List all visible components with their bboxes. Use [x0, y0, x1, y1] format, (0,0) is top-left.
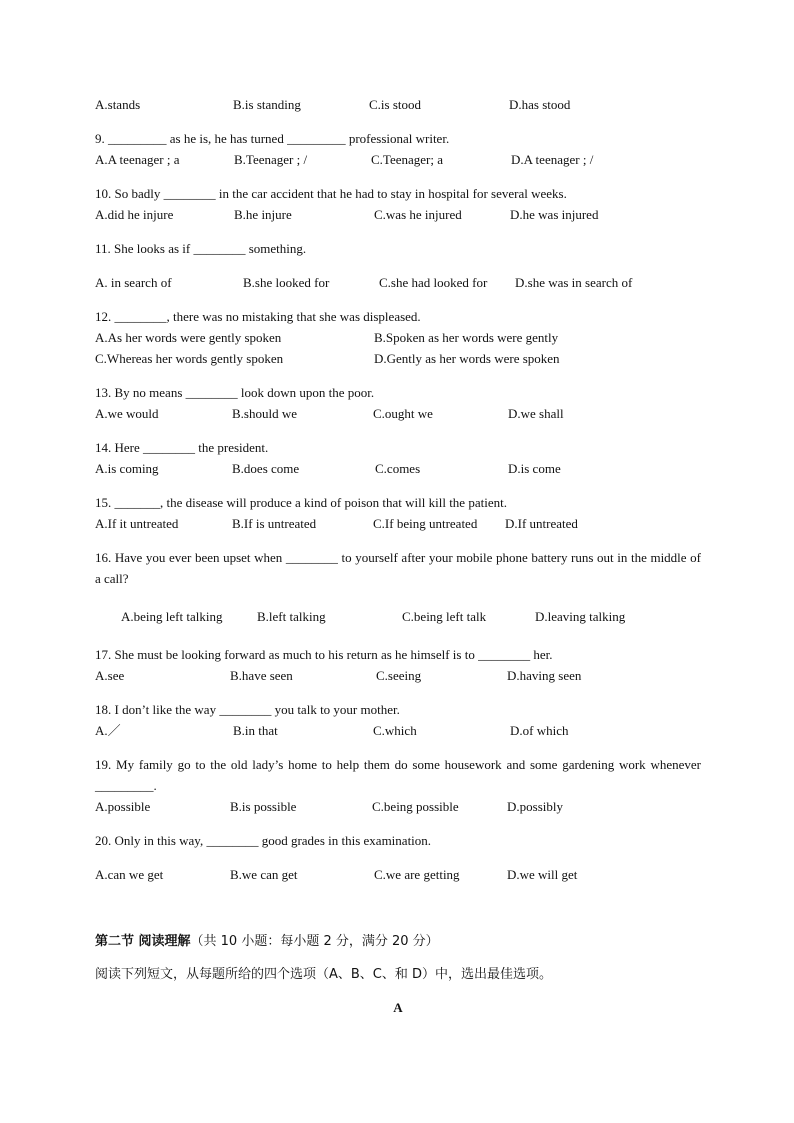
option-d: D.Gently as her words were spoken	[374, 351, 560, 366]
options-row	[95, 864, 701, 885]
question-stem: 12. ________, there was no mistaking that she was displeased.	[95, 309, 421, 324]
question-15	[95, 492, 701, 534]
question-stem: 17. She must be looking forward as much to his return as he himself is to ________ her.	[95, 647, 553, 662]
option-b: B.have seen	[230, 668, 293, 683]
option-c: C.being left talk	[402, 609, 487, 624]
question-stem: 9. _________ as he is, he has turned _________ professional writer.	[95, 131, 450, 146]
question-17	[95, 644, 701, 686]
option-b: B.does come	[232, 461, 300, 476]
question-10	[95, 183, 701, 225]
question-stem: 14. Here ________ the president.	[95, 440, 269, 455]
section-title-bold: 第二节 阅读理解	[95, 934, 191, 949]
question-stem: 16. Have you ever been upset when ________ to yourself after your mobile phone battery runs out in the middle of a call?	[95, 550, 701, 586]
option-b: B.is possible	[230, 799, 297, 814]
option-a: A.did he injure	[95, 207, 174, 222]
options-row	[95, 665, 701, 686]
question-8	[95, 94, 701, 115]
options-row	[95, 348, 701, 369]
option-d: D.we shall	[508, 406, 564, 421]
option-a: A.stands	[95, 97, 141, 112]
option-b: B.should we	[232, 406, 297, 421]
option-d: D.is come	[508, 461, 561, 476]
options-row	[95, 606, 701, 627]
option-d: D.has stood	[509, 97, 571, 112]
option-c: C.we are getting	[374, 867, 460, 882]
options-row	[95, 272, 701, 293]
question-stem: 20. Only in this way, ________ good grades in this examination.	[95, 833, 432, 848]
option-b: B.left talking	[257, 609, 326, 624]
option-c: C.being possible	[372, 799, 459, 814]
question-20	[95, 830, 701, 885]
options-row	[95, 94, 701, 115]
options-row	[95, 327, 701, 348]
option-c: C.comes	[375, 461, 421, 476]
options-row	[95, 720, 701, 741]
option-a: A.being left talking	[121, 609, 223, 624]
option-b: B.is standing	[233, 97, 301, 112]
option-b: B.Spoken as her words were gently	[374, 330, 559, 345]
option-d: D.possibly	[507, 799, 563, 814]
option-b: B.Teenager ; /	[234, 152, 308, 167]
option-a: A.possible	[95, 799, 151, 814]
option-d: D.she was in search of	[515, 275, 633, 290]
question-stem: 11. She looks as if ________ something.	[95, 241, 307, 256]
option-c: C.which	[373, 723, 417, 738]
options-row	[95, 403, 701, 424]
option-c: C.was he injured	[374, 207, 462, 222]
option-c: C.ought we	[373, 406, 433, 421]
question-stem: 15. _______, the disease will produce a kind of poison that will kill the patient.	[95, 495, 507, 510]
question-12	[95, 306, 701, 369]
exam-page	[95, 94, 701, 1018]
options-row	[95, 513, 701, 534]
question-14	[95, 437, 701, 479]
option-b: B.he injure	[234, 207, 292, 222]
option-c: C.If being untreated	[373, 516, 478, 531]
option-d: D.he was injured	[510, 207, 599, 222]
option-b: B.we can get	[230, 867, 298, 882]
option-a: A.A teenager ; a	[95, 152, 180, 167]
option-a: A.If it untreated	[95, 516, 179, 531]
question-18	[95, 699, 701, 741]
option-d: D.A teenager ; /	[511, 152, 594, 167]
option-d: D.leaving talking	[535, 609, 626, 624]
question-13	[95, 382, 701, 424]
section-title	[95, 931, 701, 952]
option-a: A. in search of	[95, 275, 172, 290]
question-stem: 18. I don’t like the way ________ you talk to your mother.	[95, 702, 400, 717]
option-d: D.If untreated	[505, 516, 578, 531]
option-c: C.Whereas her words gently spoken	[95, 351, 284, 366]
question-19	[95, 754, 701, 817]
option-c: C.Teenager; a	[371, 152, 443, 167]
option-d: D.having seen	[507, 668, 582, 683]
section-instruction: 阅读下列短文，从每题所给的四个选项（A、B、C、和 D）中，选出最佳选项。	[95, 967, 553, 982]
question-stem: 19. My family go to the old lady’s home to help them do some housework and some gardening work whenever _________.	[95, 757, 701, 793]
question-16	[95, 547, 701, 627]
passage-label: A	[393, 1000, 403, 1015]
option-d: D.of which	[510, 723, 569, 738]
options-row	[95, 204, 701, 225]
option-b: B.she looked for	[243, 275, 330, 290]
option-a: A.／	[95, 723, 121, 738]
option-a: A.see	[95, 668, 125, 683]
question-11	[95, 238, 701, 293]
option-a: A.can we get	[95, 867, 164, 882]
question-stem: 10. So badly ________ in the car accident that he had to stay in hospital for several weeks.	[95, 186, 567, 201]
option-b: B.in that	[233, 723, 278, 738]
option-d: D.we will get	[507, 867, 578, 882]
options-row	[95, 458, 701, 479]
option-c: C.is stood	[369, 97, 422, 112]
option-a: A.As her words were gently spoken	[95, 330, 282, 345]
option-c: C.seeing	[376, 668, 422, 683]
option-c: C.she had looked for	[379, 275, 488, 290]
question-9	[95, 128, 701, 170]
options-row	[95, 149, 701, 170]
option-a: A.we would	[95, 406, 159, 421]
options-row	[95, 796, 701, 817]
option-a: A.is coming	[95, 461, 159, 476]
option-b: B.If is untreated	[232, 516, 317, 531]
section-title-note: （共 10 小题：每小题 2 分，满分 20 分）	[190, 934, 439, 949]
question-stem: 13. By no means ________ look down upon the poor.	[95, 385, 375, 400]
